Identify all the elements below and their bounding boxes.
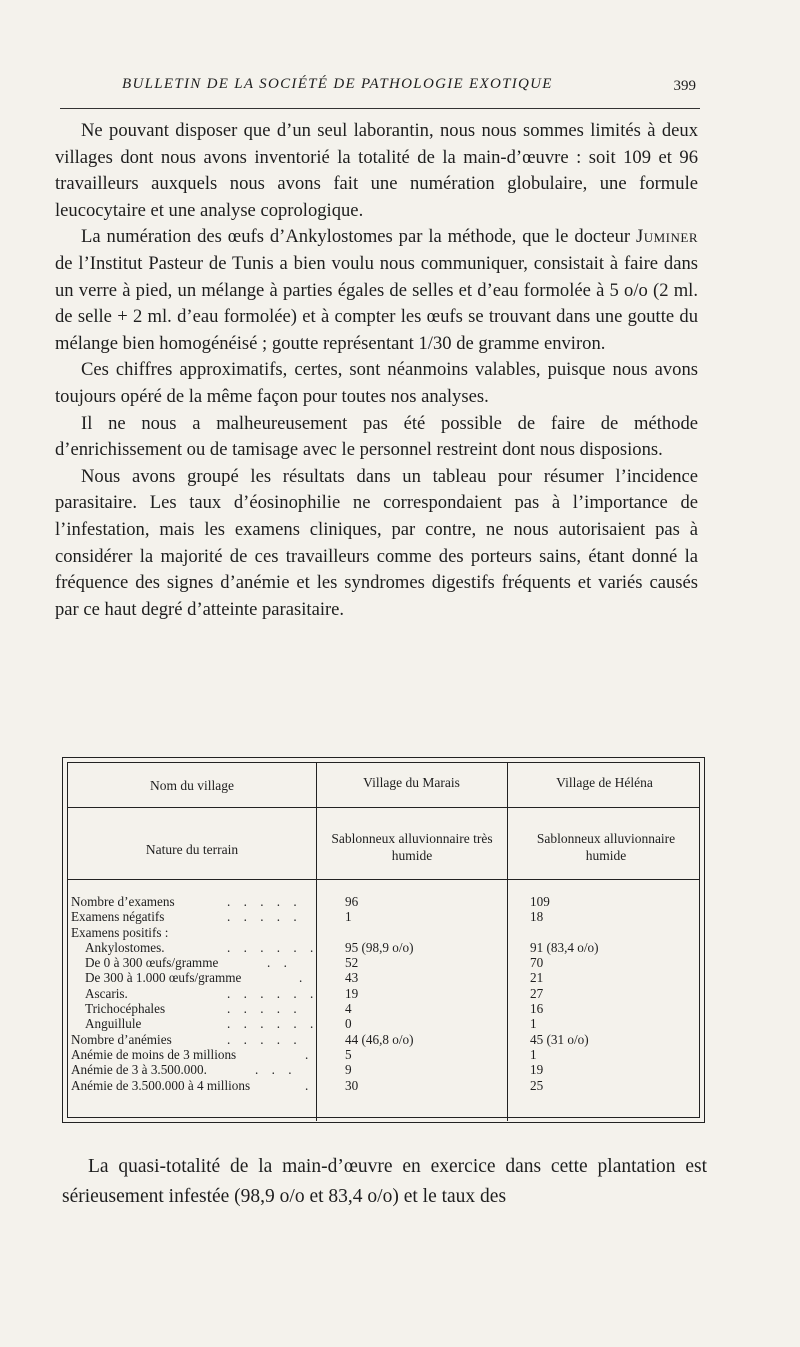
table-row <box>67 986 707 1001</box>
table-row <box>67 970 707 985</box>
paragraph-4: Il ne nous a malheureusement pas été possible de faire de méthode d’enrichissement ou de tamisage avec le personnel restreint dont nous disposions. <box>55 412 698 461</box>
header-village: Nom du village <box>150 778 234 793</box>
table-row <box>67 940 707 955</box>
row-label: Ankylostomes. <box>85 939 165 955</box>
table-row <box>67 1016 707 1031</box>
row-label: De 300 à 1.000 œufs/gramme <box>85 970 242 986</box>
row-divider <box>68 807 699 808</box>
terrain-helena: Sablonneux alluvionnaire humide <box>536 831 676 863</box>
journal-title: BULLETIN DE LA SOCIÉTÉ DE PATHOLOGIE EXOTIQUE <box>122 76 553 92</box>
table-row <box>67 1047 707 1062</box>
row-label: Nombre d’examens <box>71 894 175 909</box>
row-label: Ascaris. <box>85 985 128 1001</box>
value-marais: 5 <box>345 1046 352 1062</box>
row-label: Anguillule <box>85 1016 142 1032</box>
value-helena: 109 <box>530 894 550 909</box>
table-row <box>67 1078 707 1093</box>
value-marais: 0 <box>345 1016 352 1032</box>
row-leader-dots: . . . . . <box>227 1001 302 1017</box>
row-label: Examens positifs : <box>71 924 169 940</box>
row-label: Anémie de moins de 3 millions <box>71 1046 237 1062</box>
row-label: Nombre d’anémies <box>71 1031 172 1047</box>
value-marais: 96 <box>345 894 359 909</box>
table-row <box>67 925 707 940</box>
row-label: Examens négatifs <box>71 909 165 925</box>
value-helena: 18 <box>530 909 544 925</box>
closing-text <box>62 1152 707 1212</box>
header-marais: Village du Marais <box>363 775 460 790</box>
table-body <box>67 894 707 1093</box>
results-table <box>62 757 705 1123</box>
header-helena: Village de Héléna <box>556 775 653 790</box>
value-marais: 19 <box>345 985 359 1001</box>
page-header <box>60 68 700 109</box>
row-leader-dots: . . . . . . <box>227 939 319 955</box>
value-marais: 43 <box>345 970 359 986</box>
value-helena: 1 <box>530 1016 537 1032</box>
row-label: Trichocéphales <box>85 1001 166 1017</box>
row-label: De 0 à 300 œufs/gramme <box>85 955 219 971</box>
table-row <box>67 1062 707 1077</box>
row-label: Anémie de 3.500.000 à 4 millions <box>71 1077 251 1093</box>
row-leader-dots: . . . . . <box>227 909 302 925</box>
paragraph-2 <box>55 224 698 357</box>
value-marais: 4 <box>345 1001 352 1017</box>
table-row <box>67 909 707 924</box>
author-name: Juminer <box>635 226 698 248</box>
value-helena: 25 <box>530 1077 544 1093</box>
value-marais: 95 (98,9 o/o) <box>345 939 414 955</box>
row-divider <box>68 879 699 880</box>
paragraph-2-start: La numération des œufs d’Ankylostomes par la méthode, que le docteur <box>81 226 636 248</box>
paragraph-5: Nous avons groupé les résultats dans un tableau pour résumer l’incidence parasitaire. Les taux d’éosinophilie ne correspondaient pas à l’importance de l’infestation, mais les examens cliniques, par contre, ne nous autorisaient pas à considérer la majorité de ces travailleurs comme des porteurs sains, étant donné la fréquence des signes d’anémie et les syndromes digestifs fréquents et variés causés par ce haut degré d’atteinte parasitaire. <box>55 465 698 620</box>
row-terrain-label: Nature du terrain <box>145 842 239 857</box>
row-leader-dots: . <box>299 970 308 986</box>
row-leader-dots: . <box>305 1046 314 1062</box>
paragraph-1: Ne pouvant disposer que d’un seul laborantin, nous nous sommes limités à deux villages dont nous avons inventorié la totalité de la main-d’œuvre : soit 109 et 96 travailleurs auxquels nous avons fait une numération globulaire, une formule leucocytaire et une analyse coprologique. <box>55 120 698 221</box>
row-leader-dots: . . . <box>255 1062 297 1078</box>
value-helena: 70 <box>530 955 544 971</box>
table-row <box>67 955 707 970</box>
value-helena: 45 (31 o/o) <box>530 1031 589 1047</box>
row-label: Anémie de 3 à 3.500.000. <box>71 1062 207 1078</box>
row-leader-dots: . <box>305 1077 314 1093</box>
value-marais: 52 <box>345 955 359 971</box>
page-number: 399 <box>673 78 696 94</box>
value-helena: 27 <box>530 985 544 1001</box>
row-leader-dots: . . . . . <box>227 1031 302 1047</box>
row-leader-dots: . . . . . . <box>227 1016 319 1032</box>
row-leader-dots: . . . . . . <box>227 985 319 1001</box>
value-helena: 21 <box>530 970 544 986</box>
value-helena: 91 (83,4 o/o) <box>530 939 599 955</box>
paragraph-2-end: de l’Institut Pasteur de Tunis a bien voulu nous communiquer, consistait à faire dans un verre à pied, un mélange à parties égales de selles et d’eau formolée à 5 o/o (2 ml. de selle + 2 ml. d’eau formolée) et à compter les œufs se trouvant dans une goutte du mélange bien homogénéisé ; goutte représentant 1/30 de gramme environ. <box>55 252 698 354</box>
table-row <box>67 894 707 909</box>
row-leader-dots: . . <box>267 955 292 971</box>
table-row <box>67 1001 707 1016</box>
paragraph-3: Ces chiffres approximatifs, certes, sont néanmoins valables, puisque nous avons toujours opéré de la même façon pour toutes nos analyses. <box>55 359 698 407</box>
value-helena: 19 <box>530 1062 544 1078</box>
value-helena: 16 <box>530 1001 544 1017</box>
value-marais: 30 <box>345 1077 359 1093</box>
table-row <box>67 1032 707 1047</box>
value-marais: 9 <box>345 1062 352 1078</box>
paragraph-footer: La quasi-totalité de la main-d’œuvre en exercice dans cette plantation est sérieusement infestée (98,9 o/o et 83,4 o/o) et le taux des <box>62 1156 707 1207</box>
terrain-marais: Sablonneux alluvionnaire très humide <box>331 831 493 863</box>
value-marais: 1 <box>345 909 352 925</box>
main-text <box>55 118 698 623</box>
value-helena: 1 <box>530 1046 537 1062</box>
row-leader-dots: . . . . . <box>227 894 302 909</box>
value-marais: 44 (46,8 o/o) <box>345 1031 414 1047</box>
